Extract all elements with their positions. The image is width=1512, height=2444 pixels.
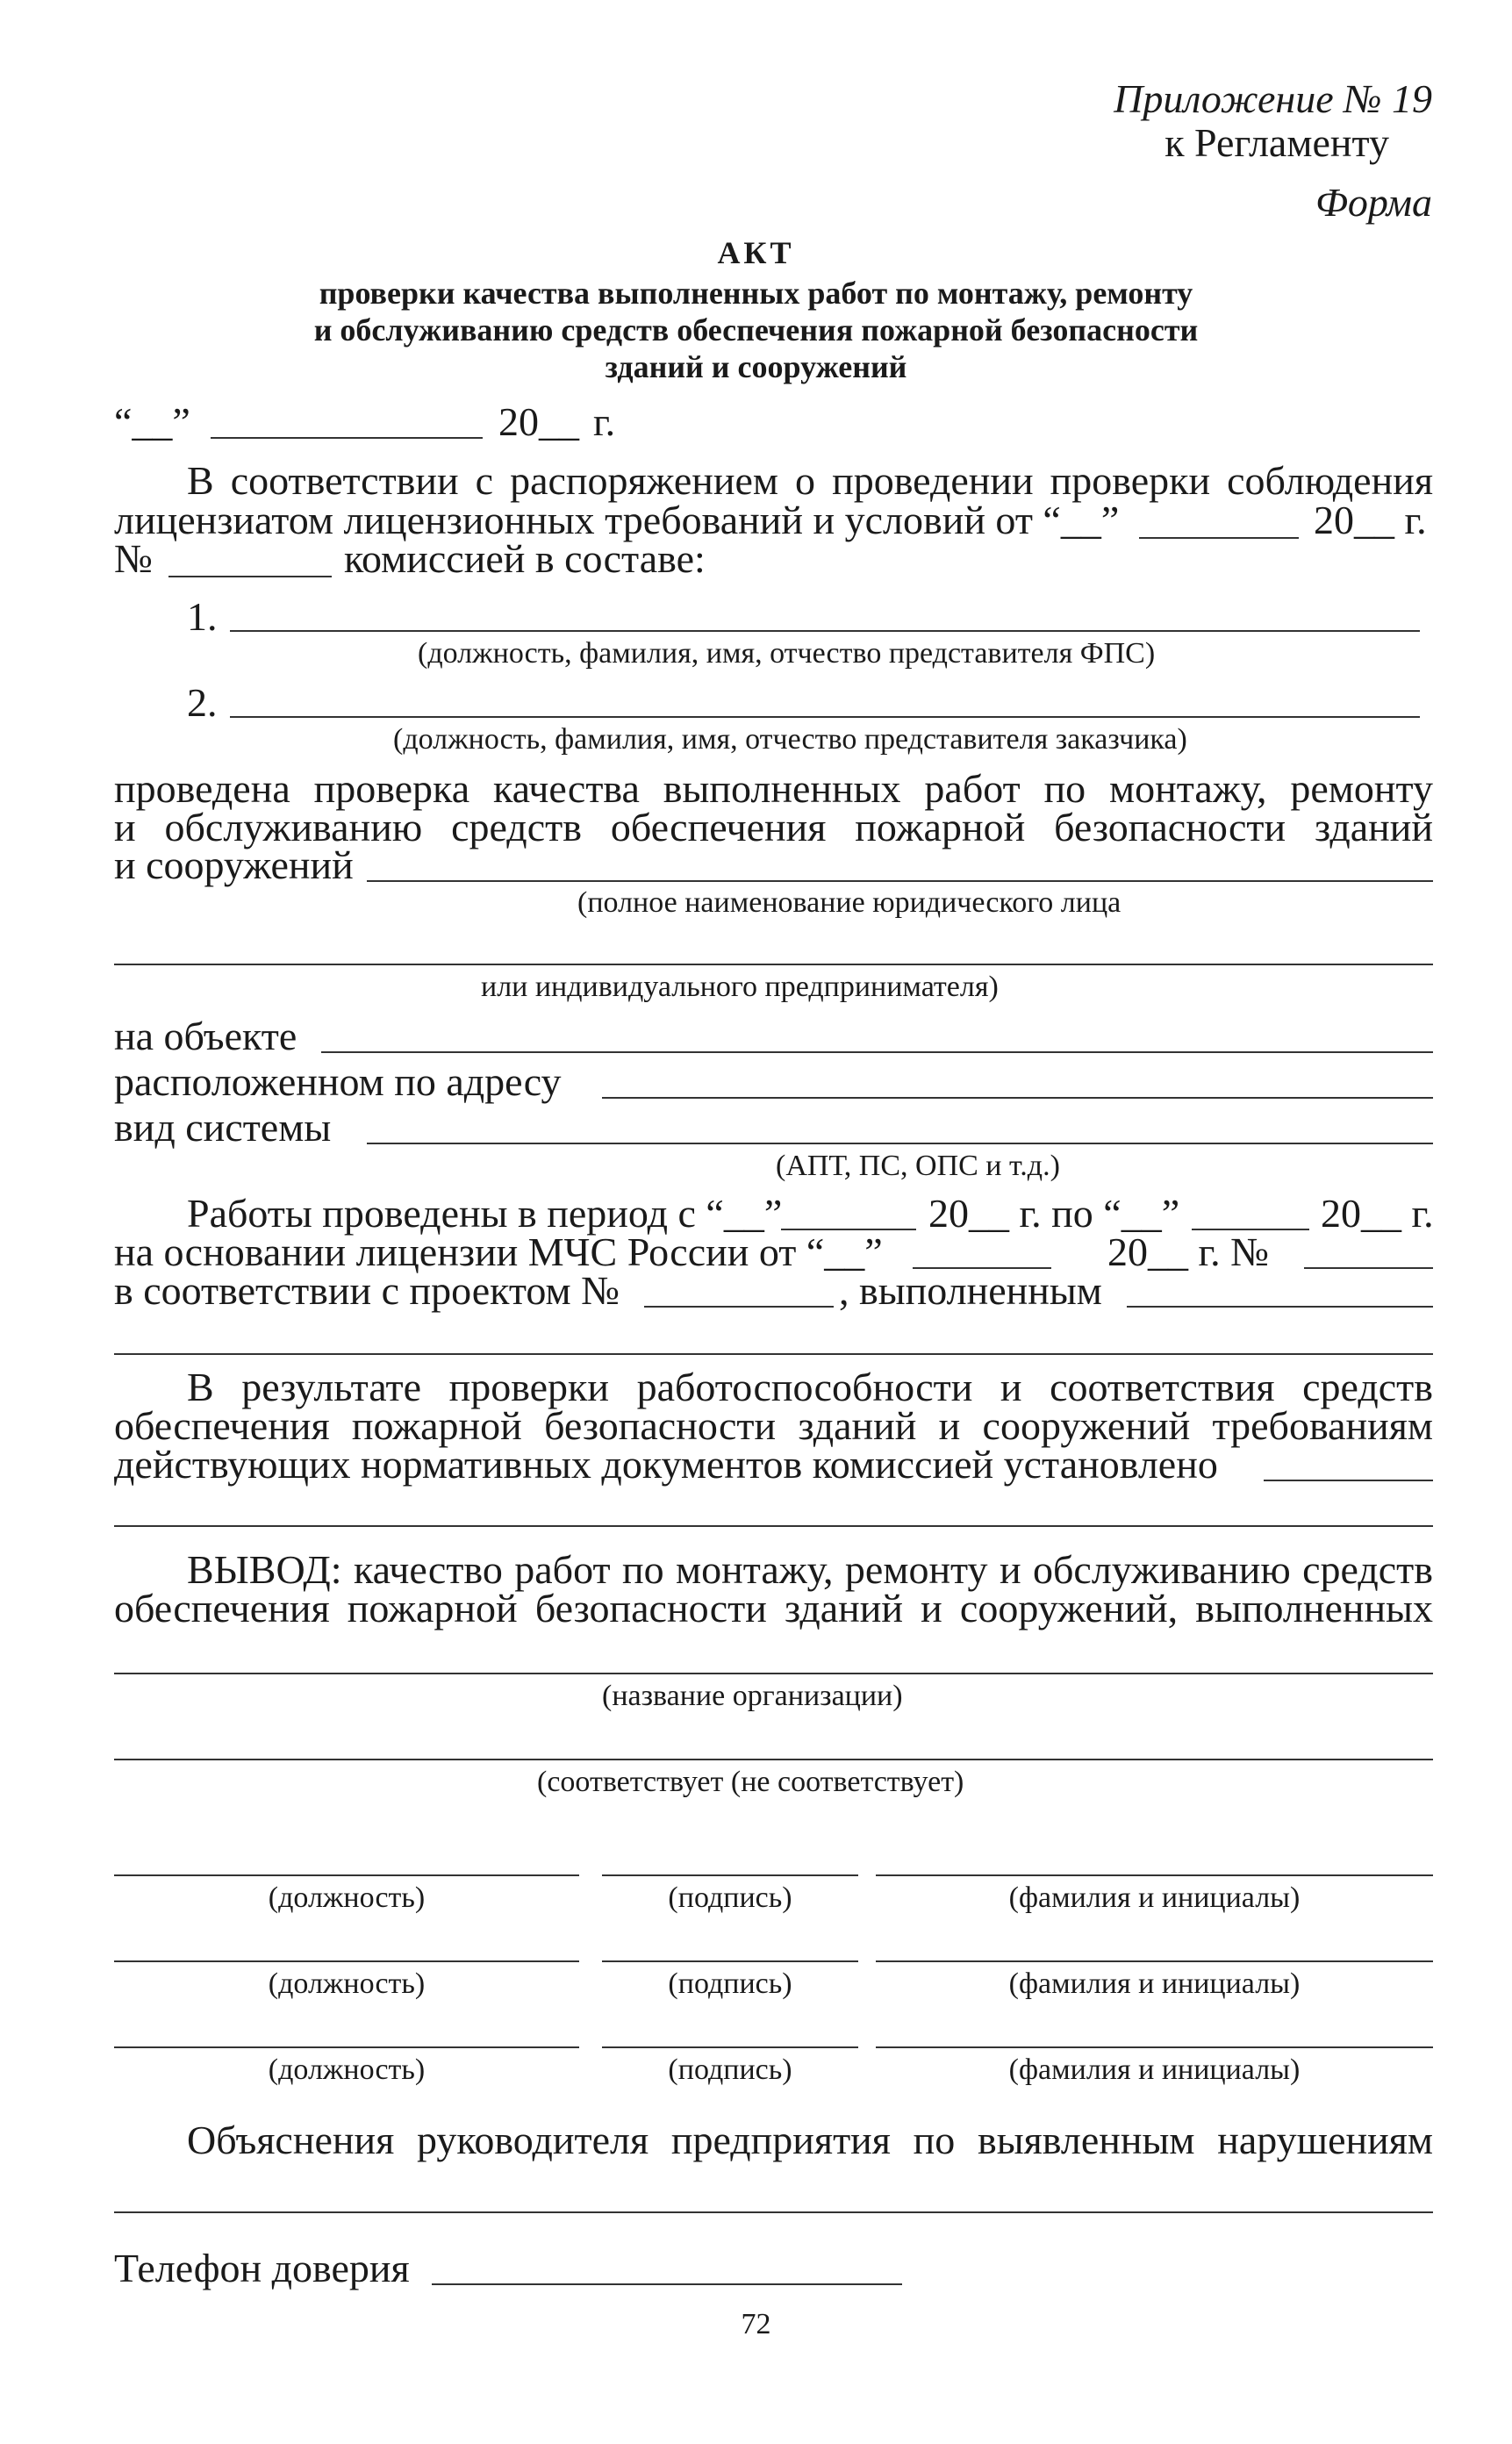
check-line-1: проведена проверка качества выполненных работ по монтажу, ремонту: [114, 766, 1433, 811]
check-line-2: и обслуживанию средств обеспечения пожарной безопасности зданий: [114, 805, 1433, 849]
title-line-1: проверки качества выполненных работ по монтажу, ремонту: [319, 276, 1193, 311]
commission-caption-2: (должность, фамилия, имя, отчество представителя заказчика): [393, 723, 1187, 756]
signature-name-caption: (фамилия и инициалы): [1008, 1881, 1301, 1914]
date-year: 20__: [498, 399, 579, 444]
signature-position-caption: (должность): [268, 1881, 426, 1914]
signature-sign-caption: (подпись): [668, 1967, 792, 2000]
commission-number-1: 1.: [187, 594, 218, 639]
intro-month-blank[interactable]: [1139, 537, 1299, 539]
page-number: 72: [741, 2308, 771, 2340]
commission-member-1-blank[interactable]: [230, 630, 1420, 632]
title-line-3: зданий и сооружений: [605, 349, 907, 384]
signature-position-caption: (должность): [268, 1967, 426, 2000]
result-line-3: действующих нормативных документов комиссией установлено: [114, 1442, 1218, 1487]
project-executor-blank[interactable]: [1127, 1306, 1433, 1308]
signature-position-blank[interactable]: [114, 2046, 579, 2048]
project-executor-blank-2[interactable]: [114, 1353, 1433, 1355]
explanations-blank[interactable]: [114, 2211, 1433, 2213]
object-blank[interactable]: [321, 1051, 1433, 1053]
signature-name-blank[interactable]: [876, 2046, 1433, 2048]
date-year-suffix: г.: [593, 399, 616, 444]
intro-line-3b: комиссией в составе:: [344, 536, 706, 581]
works-line-2a: на основании лицензии МЧС России от “__”: [114, 1229, 883, 1274]
works-line-1c: 20__ г.: [1321, 1191, 1434, 1236]
object-label: на объекте: [114, 1014, 297, 1058]
works-line-3a: в соответствии с проектом №: [114, 1268, 620, 1313]
works-line-2b: 20__ г. №: [1107, 1229, 1270, 1274]
check-line-3: и сооружений: [114, 842, 354, 887]
address-label: расположенном по адресу: [114, 1059, 562, 1104]
organization-caption: (название организации): [602, 1680, 903, 1712]
address-blank[interactable]: [602, 1097, 1433, 1099]
signature-sign-caption: (подпись): [668, 2053, 792, 2086]
document-title: АКТ: [717, 235, 795, 270]
intro-number-sign: №: [114, 536, 153, 581]
signature-sign-blank[interactable]: [602, 1874, 858, 1876]
compliance-blank[interactable]: [114, 1759, 1433, 1760]
project-number-blank[interactable]: [644, 1306, 834, 1308]
legal-entity-blank-2[interactable]: [114, 964, 1433, 965]
hotline-blank[interactable]: [432, 2283, 902, 2285]
result-blank-2[interactable]: [114, 1525, 1433, 1527]
result-blank[interactable]: [1264, 1480, 1433, 1481]
explanations-text: Объяснения руководителя предприятия по выявленным нарушениям: [187, 2118, 1433, 2162]
commission-member-2-blank[interactable]: [230, 716, 1420, 718]
appendix-number: Приложение № 19: [1114, 76, 1432, 121]
date-day: “__”: [114, 399, 190, 444]
signature-position-blank[interactable]: [114, 1874, 579, 1876]
license-number-blank[interactable]: [1304, 1267, 1433, 1269]
signature-name-blank[interactable]: [876, 1960, 1433, 1962]
entrepreneur-caption: или индивидуального предпринимателя): [481, 971, 999, 1003]
system-blank[interactable]: [367, 1143, 1433, 1144]
system-label: вид системы: [114, 1105, 332, 1150]
conclusion-line-2: обеспечения пожарной безопасности зданий и сооружений, выполненных: [114, 1586, 1433, 1631]
result-line-2: обеспечения пожарной безопасности зданий и сооружений требованиям: [114, 1403, 1433, 1448]
title-line-2: и обслуживанию средств обеспечения пожарной безопасности: [313, 312, 1199, 348]
works-line-3b: , выполненным: [839, 1268, 1102, 1313]
signature-sign-caption: (подпись): [668, 1881, 792, 1914]
form-label: Форма: [1315, 180, 1432, 225]
appendix-reference: к Регламенту: [1164, 120, 1389, 165]
intro-line-2b: 20__ г.: [1314, 498, 1427, 542]
signature-sign-blank[interactable]: [602, 2046, 858, 2048]
intro-line-1: В соответствии с распоряжением о проведении проверки соблюдения: [187, 458, 1433, 503]
conclusion-line-1: ВЫВОД: качество работ по монтажу, ремонту и обслуживанию средств: [187, 1547, 1433, 1592]
compliance-caption: (соответствует (не соответствует): [537, 1766, 964, 1798]
result-line-1: В результате проверки работоспособности и соответствия средств: [187, 1365, 1433, 1409]
signature-name-caption: (фамилия и инициалы): [1008, 1967, 1301, 2000]
intro-line-2a: лицензиатом лицензионных требований и условий от “__”: [114, 498, 1120, 542]
works-line-1a: Работы проведены в период с “__”: [187, 1191, 783, 1236]
system-caption: (АПТ, ПС, ОПС и т.д.): [776, 1150, 1060, 1182]
works-line-1b: 20__ г. по “__”: [928, 1191, 1180, 1236]
intro-number-blank[interactable]: [168, 576, 332, 577]
date-month-blank[interactable]: [211, 437, 483, 439]
commission-caption-1: (должность, фамилия, имя, отчество представителя ФПС): [418, 637, 1156, 670]
hotline-label: Телефон доверия: [114, 2246, 410, 2290]
organization-blank[interactable]: [114, 1673, 1433, 1674]
commission-number-2: 2.: [187, 680, 218, 725]
signature-position-caption: (должность): [268, 2053, 426, 2086]
signature-position-blank[interactable]: [114, 1960, 579, 1962]
legal-entity-caption: (полное наименование юридического лица: [577, 886, 1121, 919]
legal-entity-blank[interactable]: [367, 880, 1433, 882]
signature-name-blank[interactable]: [876, 1874, 1433, 1876]
signature-sign-blank[interactable]: [602, 1960, 858, 1962]
signature-name-caption: (фамилия и инициалы): [1008, 2053, 1301, 2086]
